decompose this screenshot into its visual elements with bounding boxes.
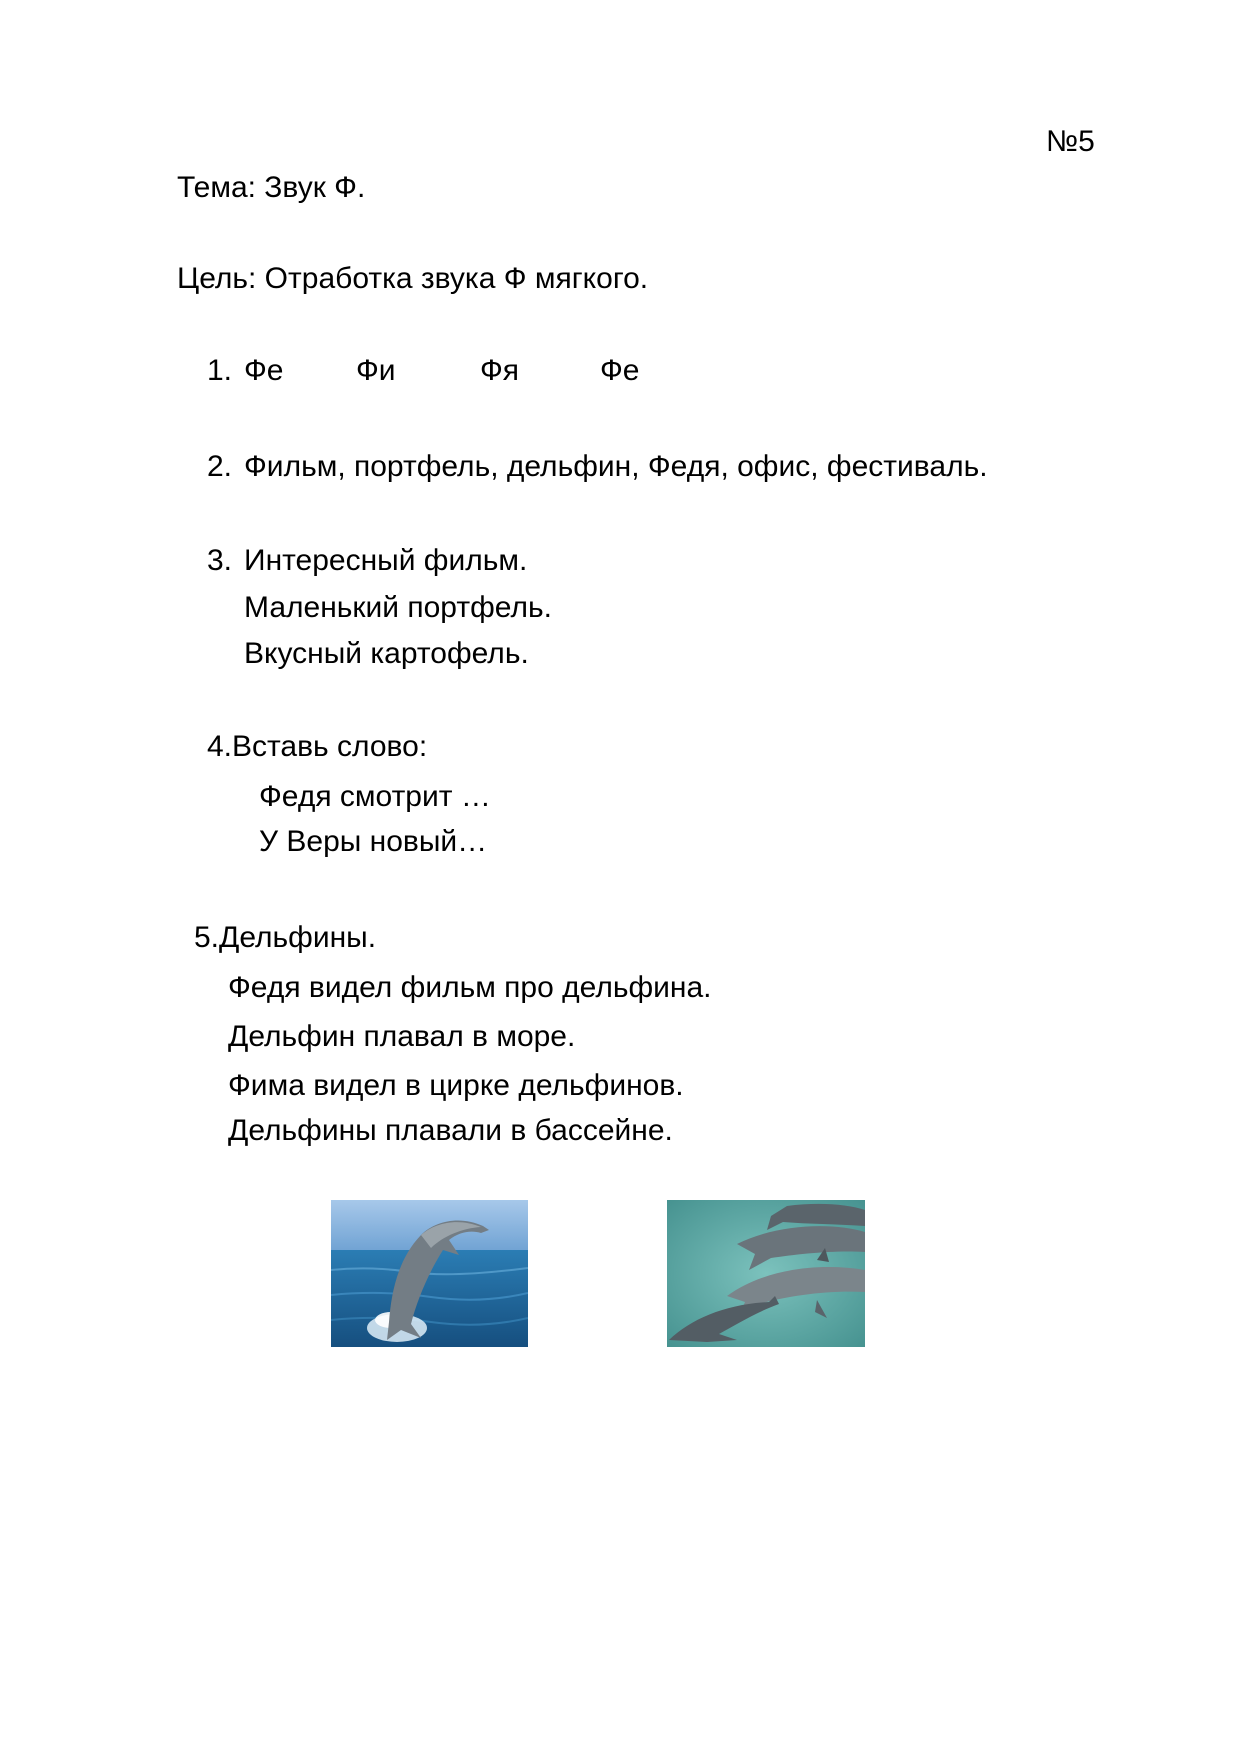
exercise-5-line: Фима видел в цирке дельфинов. bbox=[228, 1069, 684, 1102]
jumping-dolphin-photo bbox=[331, 1200, 528, 1347]
exercise-3-line: Вкусный картофель. bbox=[244, 637, 529, 670]
exercise-3-line: Интересный фильм. bbox=[244, 544, 528, 577]
exercise-4-title: 4.Вставь слово: bbox=[207, 730, 428, 763]
exercise-2-number: 2. bbox=[207, 450, 233, 483]
syllable: Фе bbox=[244, 354, 284, 387]
exercise-1-number: 1. bbox=[207, 354, 233, 387]
goal: Цель: Отработка звука Ф мягкого. bbox=[177, 262, 649, 295]
page-number: №5 bbox=[1046, 125, 1095, 158]
exercise-5-title: 5.Дельфины. bbox=[194, 921, 377, 954]
swimming-dolphins-photo bbox=[667, 1200, 865, 1347]
exercise-4-line: Федя смотрит … bbox=[259, 780, 491, 813]
exercise-3-number: 3. bbox=[207, 544, 233, 577]
exercise-2-text: Фильм, портфель, дельфин, Федя, офис, фестиваль. bbox=[244, 450, 988, 483]
exercise-5-line: Дельфины плавали в бассейне. bbox=[228, 1114, 673, 1147]
exercise-5-line: Федя видел фильм про дельфина. bbox=[228, 971, 712, 1004]
syllable: Фи bbox=[356, 354, 396, 387]
syllable: Фя bbox=[480, 354, 520, 387]
topic: Тема: Звук Ф. bbox=[177, 171, 366, 204]
exercise-3-line: Маленький портфель. bbox=[244, 591, 552, 624]
exercise-5-line: Дельфин плавал в море. bbox=[228, 1020, 576, 1053]
syllable: Фе bbox=[600, 354, 640, 387]
exercise-4-line: У Веры новый… bbox=[259, 825, 488, 858]
